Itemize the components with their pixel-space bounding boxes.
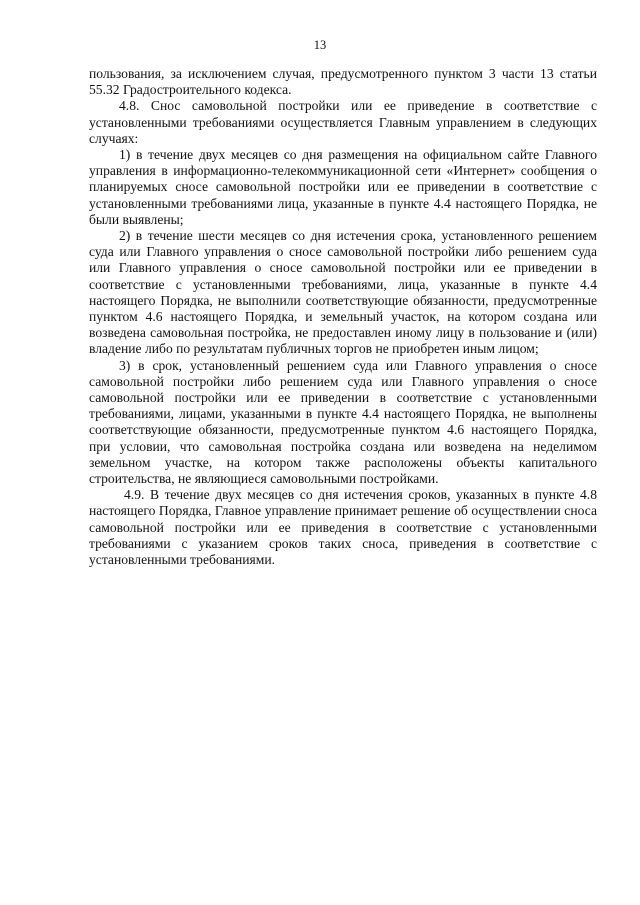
paragraph-4-9: 4.9. В течение двух месяцев со дня истечения сроков, указанных в пункте 4.8 настоящего Порядка, Главное управление принимает решение об осуществлении сноса самовольной постройки или ее приведения в соответствие с установленными требованиями с указанием сроков таких сноса, приведения в соответствие с установленными требованиями. (89, 487, 597, 568)
page-number: 13 (313, 38, 327, 52)
paragraph-4-8-item-2: 2) в течение шести месяцев со дня истечения срока, установленного решением суда или Главного управления о сносе самовольной постройки либо решением суда или Главного управления о сносе самовольной постройки или ее приведении в соответствие с установленными требованиями, лица, указанные в пункте 4.4 настоящего Порядка, не выполнили соответствующие обязанности, предусмотренные пунктом 4.6 настоящего Порядка, и земельный участок, на котором создана или возведена самовольная постройка, не предоставлен иному лицу в пользование и (или) владение либо по результатам публичных торгов не приобретен иным лицом; (89, 228, 597, 357)
document-body (89, 66, 597, 568)
paragraph-4-8-item-1: 1) в течение двух месяцев со дня размещения на официальном сайте Главного управления в информационно-телекоммуникационной сети «Интернет» сообщения о планируемых сносе самовольной постройки или ее приведении в соответствие с установленными требованиями лица, указанные в пункте 4.4 настоящего Порядка, не были выявлены; (89, 147, 597, 227)
paragraph-4-8: 4.8. Снос самовольной постройки или ее приведение в соответствие с установленными требованиями осуществляется Главным управлением в следующих случаях: (89, 98, 597, 146)
paragraph-4-8-item-3: 3) в срок, установленный решением суда или Главного управления о сносе самовольной постройки либо решением суда или Главного управления о сносе самовольной постройки или ее приведении в соответствие с установленными требованиями, лицами, указанными в пункте 4.4 настоящего Порядка, не выполнены соответствующие обязанности, предусмотренные пунктом 4.6 настоящего Порядка, при условии, что самовольная постройка создана или возведена на неделимом земельном участке, на котором также расположены объекты капитального строительства, не являющиеся самовольными постройками. (89, 357, 597, 487)
paragraph-continuation: пользования, за исключением случая, предусмотренного пунктом 3 части 13 статьи 55.32 Градостроительного кодекса. (89, 66, 597, 98)
